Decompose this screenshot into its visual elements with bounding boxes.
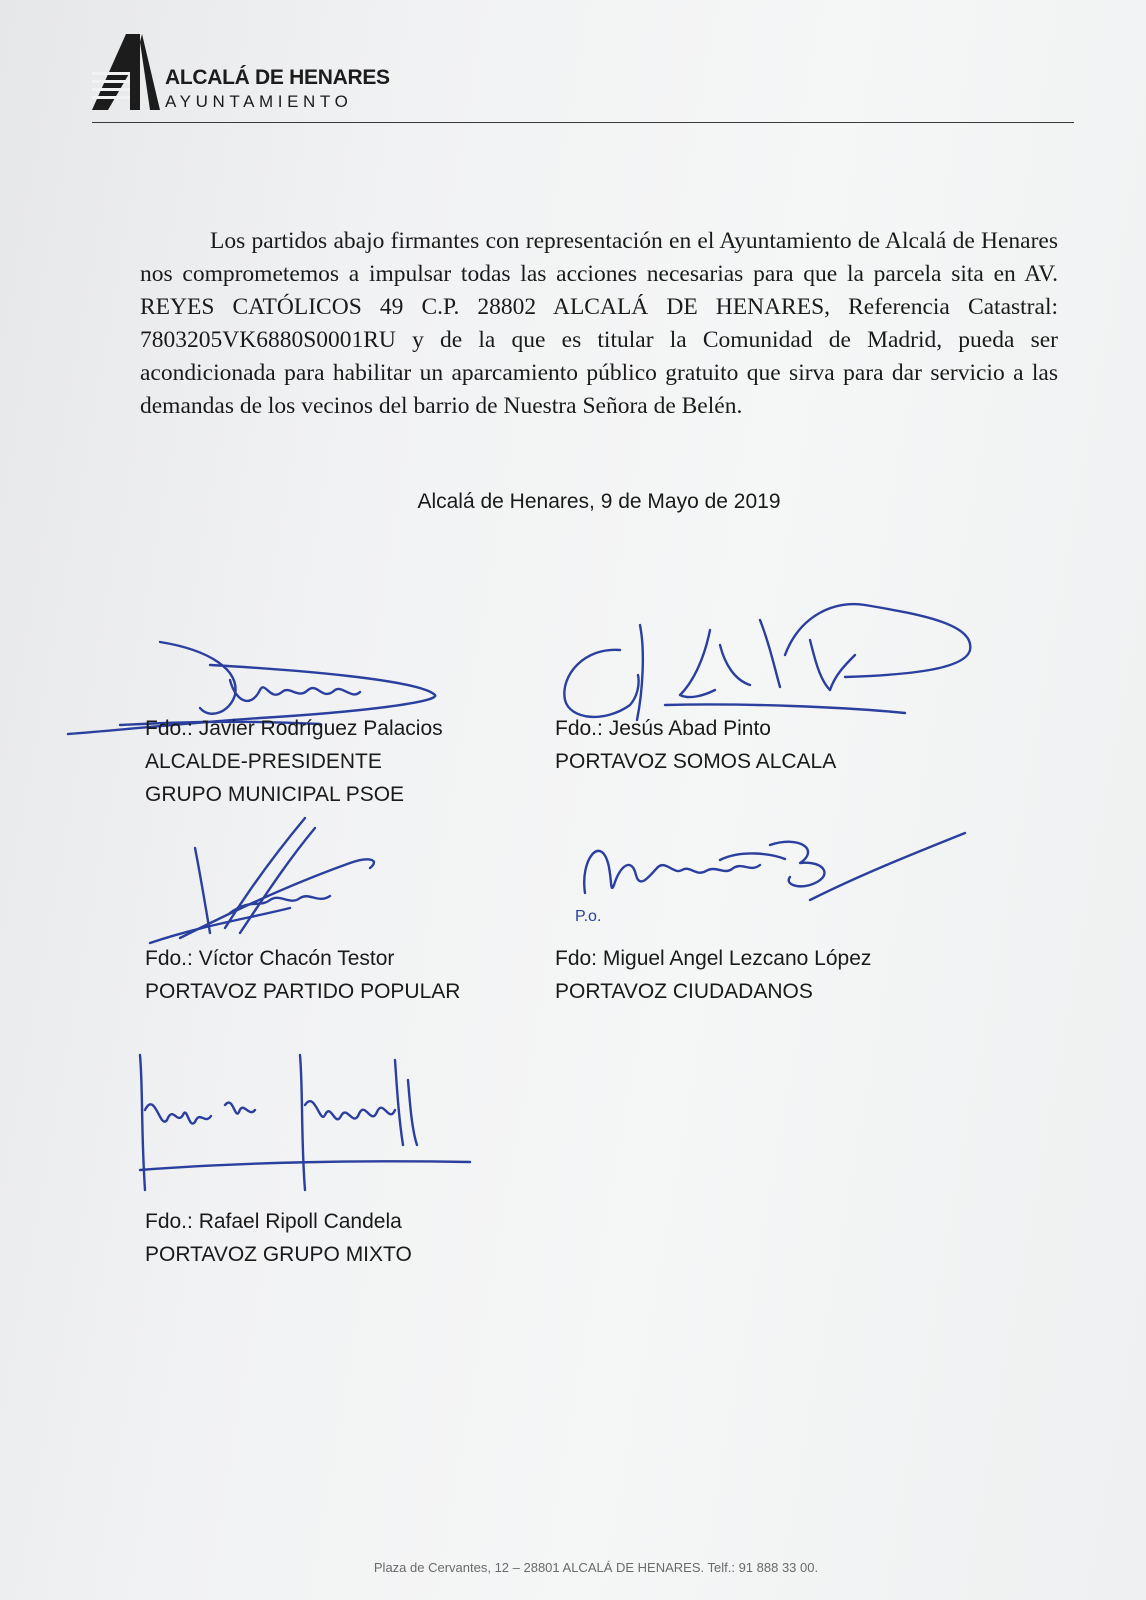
signature-lezcano [570,815,970,915]
signatory-4 [555,942,871,1008]
signatory-name: Fdo.: Víctor Chacón Testor [145,947,395,970]
letterhead-name: ALCALÁ DE HENARES [165,66,390,89]
signatory-3 [145,942,460,1008]
signatory-2 [555,712,836,778]
signatory-name: Fdo.: Jesús Abad Pinto [555,717,771,740]
signatory-4-note [575,900,601,933]
footer-address: Plaza de Cervantes, 12 – 28801 ALCALÁ DE HENARES. Telf.: 91 888 33 00. [373,1560,819,1575]
body-paragraph: Los partidos abajo firmantes con representación en el Ayuntamiento de Alcalá de Henares nos comprometemos a impulsar todas las acciones necesarias para que la parcela sita en AV. REYES CATÓLICOS 49 C.P. 28802 ALCALÁ DE HENARES, Referencia Catastral: 7803205VK6880S0001RU y de la que es titular la Comunidad de Madrid, pueda ser acondicionada para habilitar un aparcamiento público gratuito que sirva para dar servicio a las demandas de los vecinos del barrio de Nuestra Señora de Belén. [140,228,1058,419]
signatory-name: Fdo.: Javier Rodríguez Palacios [145,717,443,740]
header-divider [92,122,1074,123]
signatory-group: GRUPO MUNICIPAL PSOE [145,783,405,806]
signature-ripoll [125,1050,485,1200]
signature-chacon [140,808,400,948]
city-logo [90,32,172,112]
signatory-role: PORTAVOZ GRUPO MIXTO [145,1243,412,1266]
signatory-role: PORTAVOZ CIUDADANOS [555,980,813,1003]
signatory-name: Fdo.: Rafael Ripoll Candela [145,1210,402,1233]
letterhead-subtitle: AYUNTAMIENTO [165,92,353,111]
signatory-5 [145,1205,412,1271]
signatory-role: ALCALDE-PRESIDENTE [145,750,382,773]
date-line: Alcalá de Henares, 9 de Mayo de 2019 [417,490,781,513]
signatory-role: PORTAVOZ PARTIDO POPULAR [145,980,461,1003]
per-order-note: P.o. [575,908,602,925]
signatory-name: Fdo: Miguel Angel Lezcano López [555,947,872,970]
signatory-1 [145,712,443,811]
signatory-role: PORTAVOZ SOMOS ALCALA [555,750,837,773]
